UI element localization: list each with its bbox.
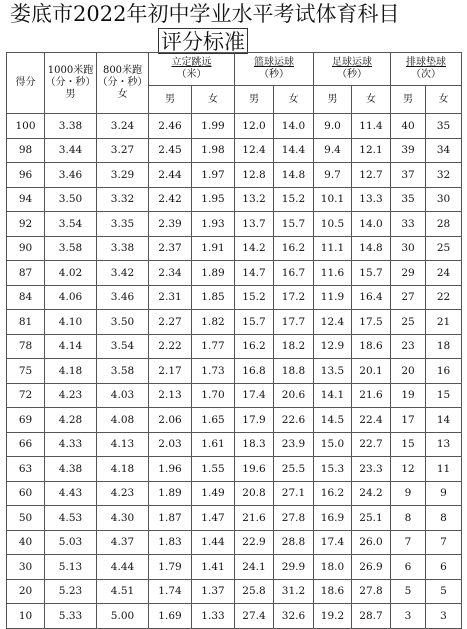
table-cell: 22.6 — [274, 408, 314, 433]
table-row — [7, 506, 462, 531]
table-cell: 9.7 — [314, 163, 352, 188]
header-male: 男 — [235, 86, 274, 114]
table-row — [7, 579, 462, 604]
score-cell: 75 — [7, 359, 45, 384]
table-row — [7, 310, 462, 335]
table-cell: 15.3 — [314, 457, 352, 482]
table-cell: 21.6 — [235, 506, 274, 531]
table-cell: 3.50 — [97, 310, 149, 335]
table-cell: 15.2 — [235, 285, 274, 310]
table-cell: 20 — [391, 359, 426, 384]
table-row — [7, 359, 462, 384]
table-cell: 10.1 — [314, 187, 352, 212]
table-row — [7, 383, 462, 408]
table-cell: 18.0 — [314, 555, 352, 580]
table-cell: 15.7 — [352, 261, 391, 286]
table-cell: 3.54 — [97, 334, 149, 359]
table-cell: 4.33 — [45, 432, 97, 457]
table-cell: 4.13 — [97, 432, 149, 457]
table-cell: 11 — [426, 457, 462, 482]
score-cell: 50 — [7, 506, 45, 531]
table-cell: 1.73 — [192, 359, 235, 384]
table-cell: 14.8 — [352, 236, 391, 261]
table-cell: 25.8 — [235, 579, 274, 604]
table-cell: 4.06 — [45, 285, 97, 310]
table-cell: 25.1 — [352, 506, 391, 531]
table-cell: 18.6 — [352, 334, 391, 359]
table-cell: 27 — [391, 285, 426, 310]
table-cell: 26.9 — [352, 555, 391, 580]
table-cell: 25 — [391, 310, 426, 335]
table-cell: 1.69 — [149, 604, 192, 629]
table-cell: 9 — [391, 481, 426, 506]
header-female: 女 — [352, 86, 391, 114]
table-cell: 1.61 — [192, 432, 235, 457]
table-cell: 3.27 — [97, 138, 149, 163]
table-cell: 25.5 — [274, 457, 314, 482]
table-cell: 5.00 — [97, 604, 149, 629]
table-cell: 3.38 — [45, 114, 97, 139]
table-cell: 11.9 — [314, 285, 352, 310]
table-row — [7, 408, 462, 433]
table-cell: 22 — [426, 285, 462, 310]
table-cell: 16.2 — [235, 334, 274, 359]
table-cell: 23.3 — [352, 457, 391, 482]
table-row — [7, 236, 462, 261]
table-cell: 1.89 — [192, 261, 235, 286]
score-cell: 72 — [7, 383, 45, 408]
table-cell: 15.7 — [235, 310, 274, 335]
header-800m-label: 800米跑 — [102, 65, 143, 76]
table-cell: 3.35 — [97, 212, 149, 237]
table-row — [7, 555, 462, 580]
header-score: 得分 — [7, 53, 45, 114]
table-cell: 5 — [391, 579, 426, 604]
table-cell: 19.6 — [235, 457, 274, 482]
table-cell: 27.8 — [352, 579, 391, 604]
table-cell: 1.77 — [192, 334, 235, 359]
score-cell: 10 — [7, 604, 45, 629]
table-cell: 5.03 — [45, 530, 97, 555]
table-cell: 1.49 — [192, 481, 235, 506]
score-cell: 94 — [7, 187, 45, 212]
table-cell: 16.9 — [314, 506, 352, 531]
header-male: 男 — [149, 86, 192, 114]
table-cell: 8 — [391, 506, 426, 531]
table-cell: 1.98 — [192, 138, 235, 163]
table-cell: 3.50 — [45, 187, 97, 212]
table-cell: 25 — [426, 236, 462, 261]
table-cell: 34 — [426, 138, 462, 163]
table-cell: 3.44 — [45, 138, 97, 163]
table-cell: 3.32 — [97, 187, 149, 212]
table-cell: 22.7 — [352, 432, 391, 457]
table-cell: 4.37 — [97, 530, 149, 555]
table-cell: 19.2 — [314, 604, 352, 629]
table-cell: 1.79 — [149, 555, 192, 580]
table-cell: 28.7 — [352, 604, 391, 629]
table-row — [7, 457, 462, 482]
table-cell: 4.51 — [97, 579, 149, 604]
table-cell: 1.55 — [192, 457, 235, 482]
table-cell: 11.1 — [314, 236, 352, 261]
table-cell: 2.22 — [149, 334, 192, 359]
table-cell: 17 — [391, 408, 426, 433]
table-cell: 4.10 — [45, 310, 97, 335]
table-cell: 18.3 — [235, 432, 274, 457]
header-1000m — [45, 53, 97, 114]
header-800m-gender: 女 — [117, 89, 128, 100]
table-cell: 17.9 — [235, 408, 274, 433]
table-cell: 14.0 — [274, 114, 314, 139]
score-cell: 20 — [7, 579, 45, 604]
table-cell: 29.9 — [274, 555, 314, 580]
table-cell: 2.46 — [149, 114, 192, 139]
table-row — [7, 432, 462, 457]
table-cell: 1.93 — [192, 212, 235, 237]
table-cell: 15.2 — [274, 187, 314, 212]
table-cell: 21 — [426, 310, 462, 335]
table-cell: 5.33 — [45, 604, 97, 629]
table-cell: 15 — [391, 432, 426, 457]
table-cell: 7 — [426, 530, 462, 555]
score-cell: 96 — [7, 163, 45, 188]
table-cell: 2.39 — [149, 212, 192, 237]
header-football — [314, 53, 391, 86]
table-cell: 11.4 — [352, 114, 391, 139]
table-body — [7, 114, 462, 629]
table-row — [7, 334, 462, 359]
table-cell: 20.1 — [352, 359, 391, 384]
table-cell: 29 — [391, 261, 426, 286]
table-cell: 3 — [391, 604, 426, 629]
table-cell: 26.0 — [352, 530, 391, 555]
header-long-jump-label: 立定跳远 — [171, 57, 212, 68]
header-basketball — [235, 53, 314, 86]
table-cell: 4.23 — [97, 481, 149, 506]
table-cell: 4.03 — [97, 383, 149, 408]
header-football-label: 足球运球 — [332, 57, 372, 68]
header-female: 女 — [274, 86, 314, 114]
header-basketball-unit: （秒） — [259, 69, 289, 80]
table-cell: 15 — [426, 383, 462, 408]
table-cell: 4.18 — [97, 457, 149, 482]
table-cell: 24 — [426, 261, 462, 286]
table-cell: 33 — [391, 212, 426, 237]
table-cell: 16.7 — [274, 261, 314, 286]
table-cell: 27.8 — [274, 506, 314, 531]
table-cell: 13.5 — [314, 359, 352, 384]
title-block — [0, 0, 467, 54]
table-cell: 19 — [391, 383, 426, 408]
table-cell: 30 — [391, 236, 426, 261]
table-cell: 2.06 — [149, 408, 192, 433]
table-cell: 4.23 — [45, 383, 97, 408]
header-1000m-unit: （分・秒） — [45, 77, 96, 88]
score-cell: 98 — [7, 138, 45, 163]
page-subtitle: 评分标准 — [158, 28, 248, 54]
table-row — [7, 114, 462, 139]
table-cell: 2.44 — [149, 163, 192, 188]
table-cell: 32.6 — [274, 604, 314, 629]
table-cell: 15.0 — [314, 432, 352, 457]
table-cell: 16 — [426, 359, 462, 384]
table-cell: 14.8 — [274, 163, 314, 188]
header-volleyball-unit: （次） — [411, 69, 441, 80]
table-row — [7, 261, 462, 286]
table-cell: 1.97 — [192, 163, 235, 188]
score-cell: 69 — [7, 408, 45, 433]
table-cell: 28 — [426, 212, 462, 237]
table-row — [7, 530, 462, 555]
table-cell: 22.4 — [352, 408, 391, 433]
table-cell: 2.34 — [149, 261, 192, 286]
table-cell: 27.1 — [274, 481, 314, 506]
page-title: 娄底市2022年初中学业水平考试体育科目 — [10, 2, 400, 26]
table-row — [7, 138, 462, 163]
table-cell: 2.42 — [149, 187, 192, 212]
table-cell: 3.38 — [97, 236, 149, 261]
header-1000m-label: 1000米跑 — [47, 65, 94, 76]
table-cell: 1.96 — [149, 457, 192, 482]
table-cell: 12.9 — [314, 334, 352, 359]
table-cell: 14.7 — [235, 261, 274, 286]
table-row — [7, 212, 462, 237]
table-cell: 32 — [426, 163, 462, 188]
table-cell: 14.0 — [352, 212, 391, 237]
table-cell: 27.4 — [235, 604, 274, 629]
table-row — [7, 481, 462, 506]
header-female: 女 — [192, 86, 235, 114]
table-cell: 4.43 — [45, 481, 97, 506]
table-cell: 4.28 — [45, 408, 97, 433]
table-cell: 12.4 — [235, 138, 274, 163]
table-cell: 17.7 — [274, 310, 314, 335]
table-cell: 1.74 — [149, 579, 192, 604]
header-long-jump — [149, 53, 235, 86]
table-cell: 31.2 — [274, 579, 314, 604]
table-cell: 37 — [391, 163, 426, 188]
table-cell: 17.2 — [274, 285, 314, 310]
table-cell: 1.95 — [192, 187, 235, 212]
table-cell: 14 — [426, 408, 462, 433]
table-cell: 2.13 — [149, 383, 192, 408]
table-cell: 1.87 — [149, 506, 192, 531]
table-cell: 18 — [426, 334, 462, 359]
table-cell: 6 — [426, 555, 462, 580]
table-cell: 3.29 — [97, 163, 149, 188]
table-cell: 17.4 — [314, 530, 352, 555]
table-cell: 9 — [426, 481, 462, 506]
table-cell: 16.8 — [235, 359, 274, 384]
header-1000m-gender: 男 — [65, 89, 76, 100]
header-football-unit: （秒） — [337, 69, 367, 80]
table-cell: 20.6 — [274, 383, 314, 408]
header-female: 女 — [426, 86, 462, 114]
table-cell: 1.41 — [192, 555, 235, 580]
table-cell: 1.83 — [149, 530, 192, 555]
table-cell: 5.23 — [45, 579, 97, 604]
scoring-table — [6, 52, 462, 629]
table-cell: 11.6 — [314, 261, 352, 286]
table-cell: 5 — [426, 579, 462, 604]
table-cell: 9.0 — [314, 114, 352, 139]
table-cell: 12.7 — [352, 163, 391, 188]
table-cell: 12 — [391, 457, 426, 482]
table-cell: 7 — [391, 530, 426, 555]
table-row — [7, 604, 462, 629]
table-cell: 18.6 — [314, 579, 352, 604]
table-cell: 20.8 — [235, 481, 274, 506]
table-cell: 3.46 — [97, 285, 149, 310]
table-cell: 13 — [426, 432, 462, 457]
table-cell: 4.38 — [45, 457, 97, 482]
table-cell: 14.1 — [314, 383, 352, 408]
header-volleyball-label: 排球垫球 — [406, 57, 446, 68]
table-cell: 3.58 — [97, 359, 149, 384]
score-cell: 87 — [7, 261, 45, 286]
table-cell: 1.85 — [192, 285, 235, 310]
table-cell: 39 — [391, 138, 426, 163]
table-cell: 2.45 — [149, 138, 192, 163]
score-cell: 63 — [7, 457, 45, 482]
table-cell: 1.99 — [192, 114, 235, 139]
table-row — [7, 285, 462, 310]
table-cell: 2.31 — [149, 285, 192, 310]
table-cell: 35 — [426, 114, 462, 139]
table-cell: 3.24 — [97, 114, 149, 139]
table-cell: 30 — [426, 187, 462, 212]
table-cell: 3 — [426, 604, 462, 629]
table-cell: 4.08 — [97, 408, 149, 433]
table-cell: 16.4 — [352, 285, 391, 310]
table-cell: 5.13 — [45, 555, 97, 580]
table-cell: 12.4 — [314, 310, 352, 335]
table-cell: 17.5 — [352, 310, 391, 335]
table-cell: 1.44 — [192, 530, 235, 555]
table-cell: 3.42 — [97, 261, 149, 286]
table-cell: 17.4 — [235, 383, 274, 408]
table-cell: 40 — [391, 114, 426, 139]
header-800m-unit: （分・秒） — [97, 77, 148, 88]
table-cell: 28.8 — [274, 530, 314, 555]
table-cell: 4.30 — [97, 506, 149, 531]
table-cell: 1.33 — [192, 604, 235, 629]
score-cell: 92 — [7, 212, 45, 237]
table-cell: 2.37 — [149, 236, 192, 261]
table-cell: 14.4 — [274, 138, 314, 163]
score-cell: 84 — [7, 285, 45, 310]
table-cell: 1.89 — [149, 481, 192, 506]
table-cell: 10.5 — [314, 212, 352, 237]
table-cell: 14.5 — [314, 408, 352, 433]
table-cell: 12.0 — [235, 114, 274, 139]
table-cell: 23 — [391, 334, 426, 359]
table-cell: 13.3 — [352, 187, 391, 212]
score-cell: 60 — [7, 481, 45, 506]
table-cell: 6 — [391, 555, 426, 580]
table-row — [7, 187, 462, 212]
table-cell: 22.9 — [235, 530, 274, 555]
table-cell: 24.1 — [235, 555, 274, 580]
score-cell: 90 — [7, 236, 45, 261]
table-cell: 23.9 — [274, 432, 314, 457]
table-cell: 1.82 — [192, 310, 235, 335]
table-cell: 15.7 — [274, 212, 314, 237]
score-cell: 81 — [7, 310, 45, 335]
table-cell: 3.58 — [45, 236, 97, 261]
table-cell: 35 — [391, 187, 426, 212]
table-cell: 2.03 — [149, 432, 192, 457]
table-cell: 3.46 — [45, 163, 97, 188]
table-cell: 24.2 — [352, 481, 391, 506]
score-cell: 66 — [7, 432, 45, 457]
table-cell: 13.2 — [235, 187, 274, 212]
header-male: 男 — [391, 86, 426, 114]
table-cell: 1.91 — [192, 236, 235, 261]
table-cell: 4.02 — [45, 261, 97, 286]
table-cell: 3.54 — [45, 212, 97, 237]
table-cell: 18.2 — [274, 334, 314, 359]
table-cell: 4.53 — [45, 506, 97, 531]
table-cell: 16.2 — [314, 481, 352, 506]
table-cell: 8 — [426, 506, 462, 531]
table-row — [7, 163, 462, 188]
table-cell: 13.7 — [235, 212, 274, 237]
table-cell: 21.6 — [352, 383, 391, 408]
table-cell: 12.1 — [352, 138, 391, 163]
header-basketball-label: 篮球运球 — [254, 57, 294, 68]
table-cell: 12.8 — [235, 163, 274, 188]
table-cell: 1.65 — [192, 408, 235, 433]
score-cell: 30 — [7, 555, 45, 580]
table-cell: 4.18 — [45, 359, 97, 384]
table-cell: 1.37 — [192, 579, 235, 604]
header-800m — [97, 53, 149, 114]
table-cell: 14.2 — [235, 236, 274, 261]
table-cell: 2.27 — [149, 310, 192, 335]
header-long-jump-unit: （米） — [176, 69, 207, 80]
score-cell: 100 — [7, 114, 45, 139]
score-cell: 78 — [7, 334, 45, 359]
header-male: 男 — [314, 86, 352, 114]
table-cell: 2.17 — [149, 359, 192, 384]
table-cell: 18.8 — [274, 359, 314, 384]
header-volleyball — [391, 53, 462, 86]
table-cell: 1.47 — [192, 506, 235, 531]
table-cell: 9.4 — [314, 138, 352, 163]
table-cell: 1.70 — [192, 383, 235, 408]
table-cell: 4.44 — [97, 555, 149, 580]
score-cell: 40 — [7, 530, 45, 555]
table-cell: 4.14 — [45, 334, 97, 359]
table-cell: 16.2 — [274, 236, 314, 261]
